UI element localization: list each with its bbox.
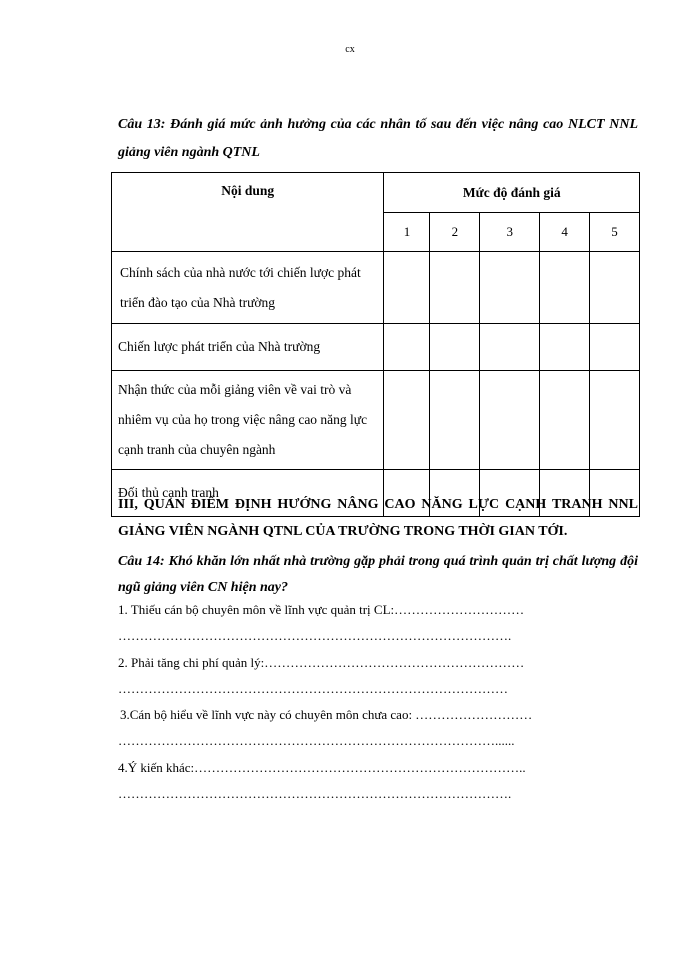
scale-3: 3 [480, 213, 540, 252]
row-label: Nhận thức của mỗi giảng viên về vai trò và nhiêm vụ của họ trong việc nâng cao năng lực cạnh tranh của chuyên ngành [112, 371, 384, 470]
rating-cell[interactable] [590, 252, 640, 324]
rating-cell[interactable] [384, 324, 430, 371]
rating-cell[interactable] [590, 371, 640, 470]
table-row [112, 371, 640, 470]
answer-lines [118, 597, 638, 807]
answer-line-4-continued[interactable]: ………………………………………………………………………………. [118, 786, 512, 802]
row-label: Chính sách của nhà nước tới chiến lược phát triển đào tạo của Nhà trường [112, 252, 384, 324]
rating-table [111, 172, 640, 517]
table-row [112, 252, 640, 324]
answer-line-2[interactable]: 2. Phải tăng chi phí quản lý:…………………………………………………… [118, 654, 525, 670]
row-label: Chiến lược phát triển của Nhà trường [112, 324, 384, 371]
rating-cell[interactable] [480, 324, 540, 371]
rating-cell[interactable] [540, 252, 590, 324]
table-row [112, 324, 640, 371]
page-number: cx [345, 44, 355, 55]
header-content: Nội dung [112, 173, 384, 252]
rating-cell[interactable] [480, 371, 540, 470]
answer-line-2-continued[interactable]: ……………………………………………………………………………… [118, 680, 508, 696]
rating-cell[interactable] [590, 324, 640, 371]
rating-cell[interactable] [430, 252, 480, 324]
scale-5: 5 [590, 213, 640, 252]
rating-cell[interactable] [384, 371, 430, 470]
rating-cell[interactable] [384, 252, 430, 324]
row-label: Đối thủ cạnh tranh [112, 470, 384, 517]
answer-line-3-continued[interactable]: ……………………………………………………………………………...... [118, 733, 515, 749]
answer-line-3[interactable]: 3.Cán bộ hiểu về lĩnh vực này có chuyên môn chưa cao: ……………………… [120, 707, 533, 723]
rating-cell[interactable] [540, 324, 590, 371]
rating-cell[interactable] [430, 324, 480, 371]
header-rating-level: Mức độ đánh giá [384, 173, 640, 213]
answer-line-1[interactable]: 1. Thiếu cán bộ chuyên môn về lĩnh vực quản trị CL:………………………… [118, 602, 525, 617]
scale-2: 2 [430, 213, 480, 252]
question-14-heading: Câu 14: Khó khăn lớn nhất nhà trường gặp phải trong quá trình quản trị chất lượng đội ngũ giảng viên CN hiện nay? [118, 554, 638, 595]
rating-cell[interactable] [480, 252, 540, 324]
section-3-heading: III, QUAN ĐIỂM ĐỊNH HƯỚNG NÂNG CAO NĂNG LỰC CẠNH TRANH NNL GIẢNG VIÊN NGÀNH QTNL CỦA TRƯỜNG TRONG THỜI GIAN TỚI. [118, 497, 638, 539]
table-header-row [112, 173, 640, 213]
rating-cell[interactable] [430, 371, 480, 470]
answer-line-4[interactable]: 4.Ý kiến khác:………………………………………………………………….. [118, 759, 526, 775]
scale-1: 1 [384, 213, 430, 252]
scale-4: 4 [540, 213, 590, 252]
rating-cell[interactable] [540, 371, 590, 470]
answer-line-1-continued[interactable]: ………………………………………………………………………………. [118, 628, 512, 644]
question-13-heading: Câu 13: Đánh giá mức ảnh hưởng của các nhân tố sau đến việc nâng cao NLCT NNL giảng viên ngành QTNL [118, 117, 638, 160]
